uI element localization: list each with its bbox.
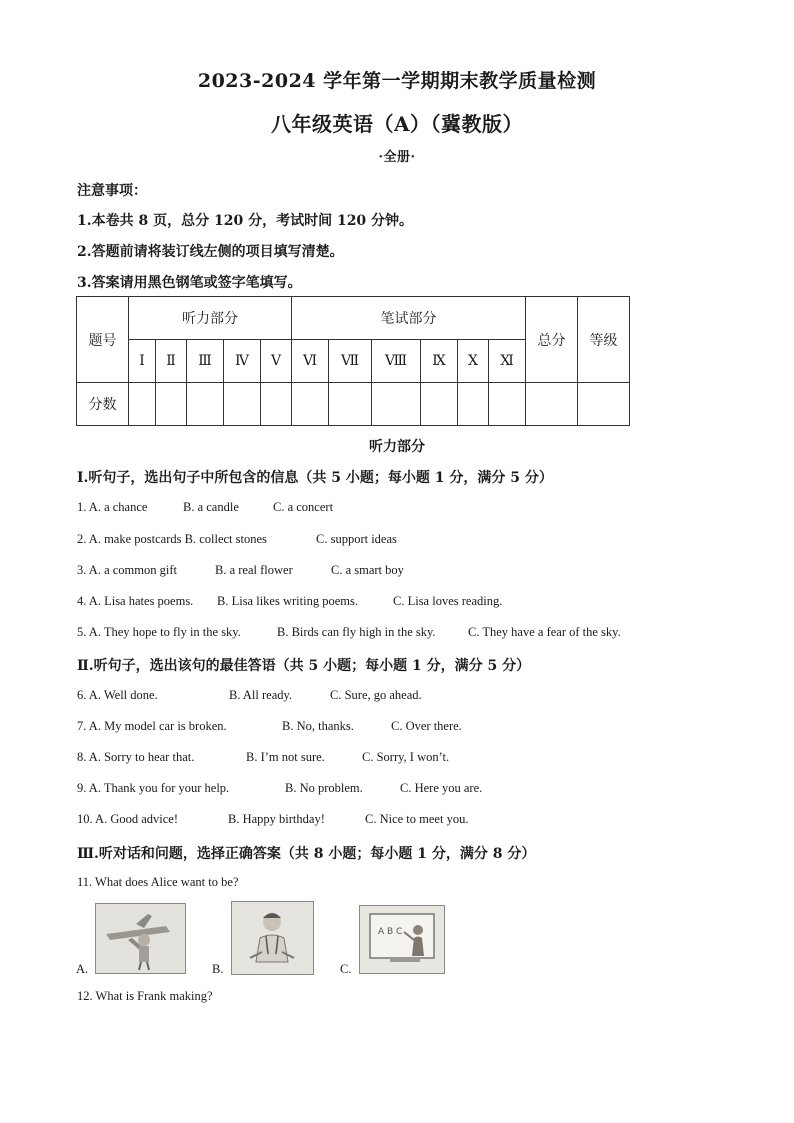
question-option: 9. A. Thank you for your help. xyxy=(77,781,230,795)
section-1-heading: Ⅰ.听句子，选出句子中所包含的信息（共 5 小题；每小题 1 分，满分 5 分） xyxy=(77,470,553,486)
exam-subtitle: 八年级英语（A）（冀教版） xyxy=(270,112,524,136)
grade-header: 等级 xyxy=(578,297,630,383)
section-3-heading: Ⅲ.听对话和问题，选择正确答案（共 8 小题；每小题 1 分，满分 8 分） xyxy=(77,846,536,862)
chef-picture xyxy=(231,901,314,975)
listening-section-title: 听力部分 xyxy=(369,439,425,455)
question-11: 11. What does Alice want to be? xyxy=(77,875,239,889)
question-option: 5. A. They hope to fly in the sky. xyxy=(77,625,241,639)
col-header: Ⅺ xyxy=(489,340,526,383)
question-option: C. Here you are. xyxy=(400,781,483,795)
note-item: 3.答案请用黑色钢笔或签字笔填写。 xyxy=(77,275,302,291)
blackboard-text: A B C xyxy=(378,927,403,937)
col-header: Ⅳ xyxy=(224,340,261,383)
question-option: 6. A. Well done. xyxy=(77,688,158,702)
question-12: 12. What is Frank making? xyxy=(77,989,213,1003)
col-header: Ⅵ xyxy=(292,340,329,383)
option-a-label: A. xyxy=(76,962,89,976)
exam-scope: ·全册· xyxy=(378,150,416,165)
score-cell[interactable] xyxy=(578,383,630,426)
score-cell[interactable] xyxy=(372,383,421,426)
score-cell[interactable] xyxy=(292,383,329,426)
pilot-with-plane-picture xyxy=(95,903,186,974)
col-header: Ⅱ xyxy=(156,340,187,383)
question-option: C. a concert xyxy=(273,500,334,514)
notes-heading: 注意事项： xyxy=(77,183,147,199)
score-cell[interactable] xyxy=(187,383,224,426)
question-option: B. No problem. xyxy=(285,781,363,795)
question-option: 8. A. Sorry to hear that. xyxy=(77,750,195,764)
question-option: C. support ideas xyxy=(316,532,397,546)
score-cell[interactable] xyxy=(156,383,187,426)
question-option: 4. A. Lisa hates poems. xyxy=(77,594,194,608)
listening-part-header: 听力部分 xyxy=(129,297,292,340)
col-header: Ⅲ xyxy=(187,340,224,383)
col-header: Ⅶ xyxy=(329,340,372,383)
teacher-at-blackboard-picture xyxy=(359,905,445,974)
option-b-label: B. xyxy=(212,962,224,976)
question-option: B. All ready. xyxy=(229,688,293,702)
score-cell[interactable] xyxy=(329,383,372,426)
blackboard-icon xyxy=(360,906,444,973)
section-2-heading: Ⅱ.听句子，选出该句的最佳答语（共 5 小题；每小题 1 分，满分 5 分） xyxy=(77,658,531,674)
question-option: C. Sure, go ahead. xyxy=(330,688,422,702)
note-item: 2.答题前请将装订线左侧的项目填写清楚。 xyxy=(77,244,344,260)
score-row-label: 分数 xyxy=(77,383,129,426)
question-option: 2. A. make postcards B. collect stones xyxy=(77,532,267,546)
question-option: 3. A. a common gift xyxy=(77,563,177,577)
question-option: 7. A. My model car is broken. xyxy=(77,719,227,733)
question-option: 10. A. Good advice! xyxy=(77,812,179,826)
exam-title: 2023-2024 学年第一学期期末教学质量检测 xyxy=(197,70,597,92)
score-cell[interactable] xyxy=(421,383,458,426)
question-option: B. a candle xyxy=(183,500,239,514)
total-header: 总分 xyxy=(526,297,578,383)
note-item: 1.本卷共 8 页，总分 120 分，考试时间 120 分钟。 xyxy=(77,213,414,229)
question-option: B. a real flower xyxy=(215,563,293,577)
question-option: 1. A. a chance xyxy=(77,500,148,514)
col-header: Ⅰ xyxy=(129,340,156,383)
question-option: C. Sorry, I won’t. xyxy=(362,750,450,764)
question-option: B. Lisa likes writing poems. xyxy=(217,594,358,608)
score-cell[interactable] xyxy=(458,383,489,426)
score-cell[interactable] xyxy=(224,383,261,426)
score-cell[interactable] xyxy=(526,383,578,426)
row-label-cell: 题号 xyxy=(77,297,129,383)
question-option: B. I’m not sure. xyxy=(246,750,325,764)
question-option: B. No, thanks. xyxy=(282,719,354,733)
question-option: B. Birds can fly high in the sky. xyxy=(277,625,436,639)
col-header: Ⅸ xyxy=(421,340,458,383)
score-cell[interactable] xyxy=(261,383,292,426)
option-c-label: C. xyxy=(340,962,352,976)
question-option: C. Lisa loves reading. xyxy=(393,594,503,608)
col-header: Ⅴ xyxy=(261,340,292,383)
question-option: C. Nice to meet you. xyxy=(365,812,469,826)
score-cell[interactable] xyxy=(129,383,156,426)
col-header: Ⅷ xyxy=(372,340,421,383)
score-table xyxy=(76,296,630,426)
question-option: C. They have a fear of the sky. xyxy=(468,625,621,639)
question-option: B. Happy birthday! xyxy=(228,812,325,826)
col-header: Ⅹ xyxy=(458,340,489,383)
pilot-icon xyxy=(96,904,185,973)
question-option: C. Over there. xyxy=(391,719,462,733)
question-option: C. a smart boy xyxy=(331,563,404,577)
chef-icon xyxy=(232,902,313,974)
writing-part-header: 笔试部分 xyxy=(292,297,526,340)
score-cell[interactable] xyxy=(489,383,526,426)
